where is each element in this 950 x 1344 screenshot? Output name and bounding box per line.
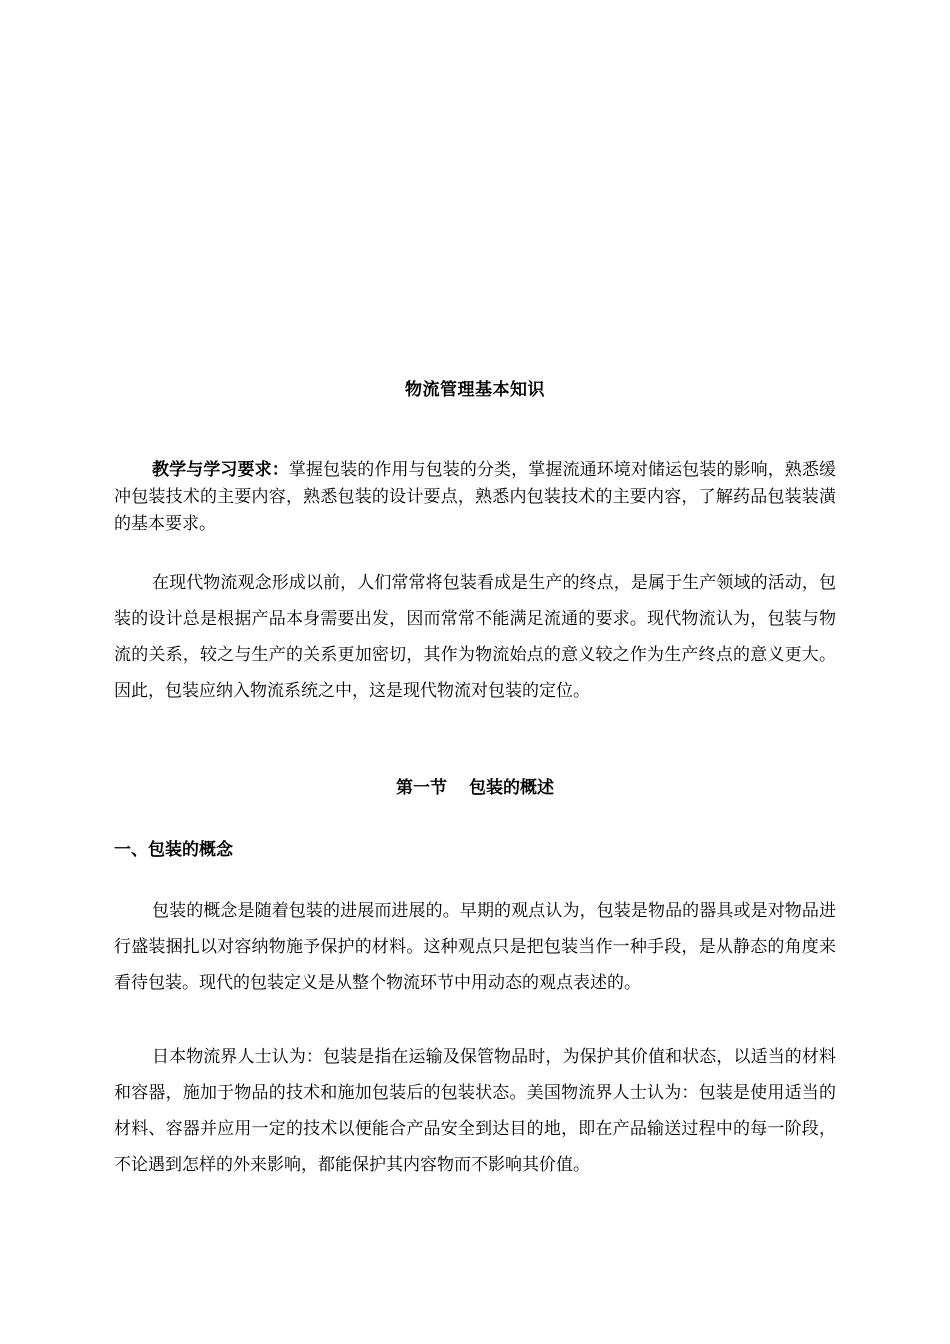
intro-paragraph: 在现代物流观念形成以前，人们常常将包装看成是生产的终点，是属于生产领域的活动，包装的设计总是根据产品本身需要出发，因而常常不能满足流通的要求。现代物流认为，包装与物流的关系，较之与生产的关系更加密切，其作为物流始点的意义较之作为生产终点的意义更大。因此，包装应纳入物流系统之中，这是现代物流对包装的定位。 <box>114 573 836 701</box>
definitions-paragraph: 日本物流界人士认为：包装是指在运输及保管物品时，为保护其价值和状态，以适当的材料和容器，施加于物品的技术和施加包装后的包装状态。美国物流界人士认为：包装是使用适当的材料、容器并应用一定的技术以便能合产品安全到达目的地，即在产品输送过程中的每一阶段，不论遇到怎样的外来影响，都能保护其内容物而不影响其价值。 <box>114 1047 836 1175</box>
section-number: 第一节 <box>396 778 447 798</box>
learning-requirements <box>114 457 836 538</box>
section-title: 包装的概述 <box>469 778 554 798</box>
requirements-label: 教学与学习要求： <box>152 460 289 480</box>
concept-paragraph: 包装的概念是随着包装的进展而进展的。早期的观点认为，包装是物品的器具或是对物品进行盛装捆扎以对容纳物施予保护的材料。这种观点只是把包装当作一种手段，是从静态的角度来看待包装。现代的包装定义是从整个物流环节中用动态的观点表述的。 <box>114 901 836 993</box>
document-title: 物流管理基本知识 <box>405 380 545 400</box>
requirements-text: 掌握包装的作用与包装的分类，掌握流通环境对储运包装的影响，熟悉缓冲包装技术的主要内容，熟悉包装的设计要点，熟悉内包装技术的主要内容，了解药品包装装潢的基本要求。 <box>114 460 837 534</box>
section-heading <box>0 775 950 801</box>
subsection-heading: 一、包装的概念 <box>114 840 233 860</box>
